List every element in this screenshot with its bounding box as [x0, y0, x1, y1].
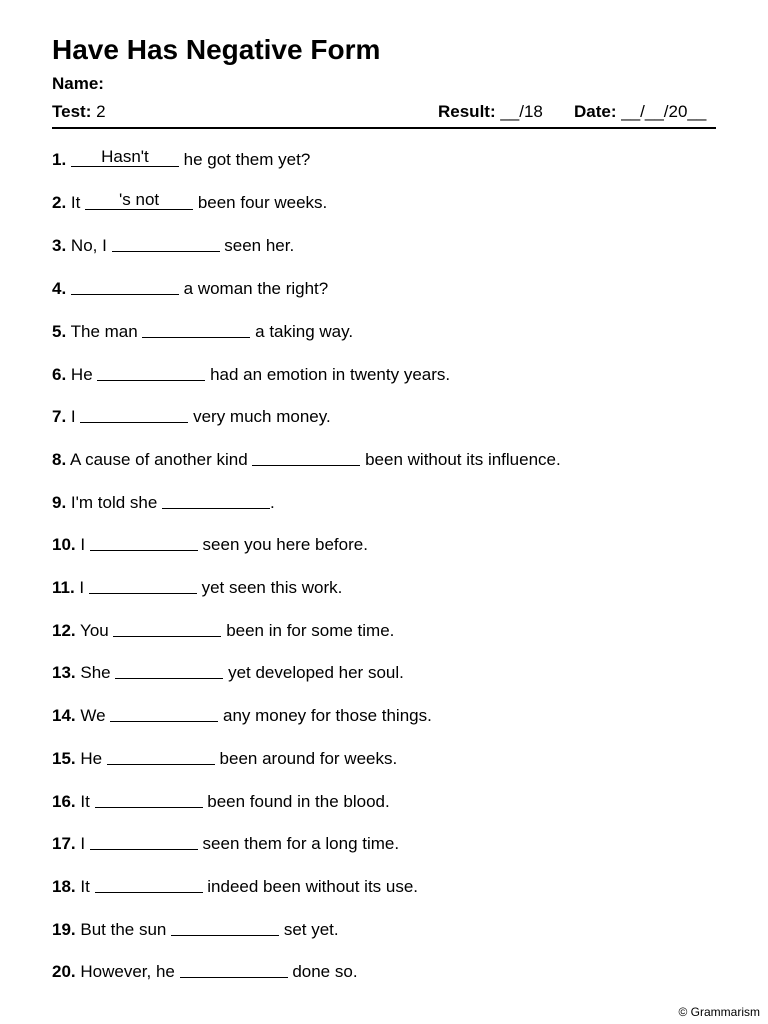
copyright-footer: © Grammarism	[678, 1005, 760, 1019]
question-item	[52, 189, 328, 214]
date-info	[574, 101, 706, 123]
test-info	[52, 101, 106, 123]
question-text-before: A cause of another kind	[66, 449, 253, 469]
answer-text: 's not	[119, 189, 160, 209]
question-number: 20.	[52, 962, 76, 982]
question-number: 12.	[52, 620, 76, 640]
question-number: 16.	[52, 791, 76, 811]
question-text-after: he got them yet?	[178, 150, 311, 169]
answer-blank[interactable]	[80, 406, 188, 423]
answer-blank[interactable]	[252, 449, 360, 466]
answer-blank[interactable]	[110, 705, 218, 722]
question-item	[52, 747, 397, 770]
page-title: Have Has Negative Form	[52, 34, 381, 65]
question-number: 8.	[52, 449, 67, 469]
date-label: Date:	[574, 102, 617, 121]
answer-blank[interactable]	[85, 189, 193, 210]
answer-blank[interactable]	[95, 876, 203, 893]
question-text-before: It	[66, 192, 86, 212]
question-item	[52, 533, 368, 556]
question-number: 1.	[52, 150, 67, 169]
question-item	[52, 875, 418, 898]
question-text-before: We	[75, 706, 111, 726]
question-item	[52, 576, 342, 599]
answer-blank[interactable]	[113, 620, 221, 637]
answer-blank[interactable]	[162, 492, 270, 509]
question-item	[52, 619, 394, 642]
question-number: 5.	[52, 321, 67, 341]
answer-blank[interactable]	[90, 534, 198, 551]
answer-blank[interactable]	[171, 919, 279, 936]
question-text-before: However, he	[75, 962, 180, 982]
question-number: 6.	[52, 364, 67, 384]
question-text-after: seen you here before.	[197, 535, 368, 555]
question-item	[52, 704, 432, 727]
question-number: 7.	[52, 407, 67, 427]
question-text-after: had an emotion in twenty years.	[205, 364, 451, 384]
question-text-before: He	[75, 748, 107, 768]
question-text-after: a taking way.	[250, 321, 354, 341]
question-text-after: been found in the blood.	[202, 791, 390, 811]
test-label: Test:	[52, 102, 92, 121]
question-text-before: But the sun	[75, 919, 172, 939]
question-text-after: yet developed her soul.	[223, 663, 404, 683]
question-text-before: It	[75, 876, 95, 896]
question-text-after: yet seen this work.	[196, 578, 343, 597]
answer-blank[interactable]	[97, 364, 205, 381]
question-number: 2.	[52, 192, 67, 212]
question-text-before: The man	[66, 321, 143, 341]
answer-blank[interactable]	[89, 577, 197, 594]
date-value: __/__/20__	[616, 102, 707, 121]
question-number: 18.	[52, 876, 76, 896]
question-number: 14.	[52, 706, 76, 726]
question-text-after: a woman the right?	[178, 279, 329, 299]
question-text-before: She	[75, 663, 116, 683]
test-value: 2	[91, 102, 106, 121]
question-text-before: I	[66, 407, 81, 427]
question-text-after: seen them for a long time.	[197, 834, 400, 854]
question-number: 10.	[52, 535, 76, 555]
question-text-before: I	[74, 578, 89, 597]
question-item	[52, 918, 339, 941]
answer-blank[interactable]	[112, 235, 220, 252]
answer-blank[interactable]	[142, 321, 250, 338]
question-text-after: been four weeks.	[193, 192, 328, 212]
question-text-before: I	[75, 834, 90, 854]
question-text-before: He	[66, 364, 98, 384]
question-text-after: been around for weeks.	[214, 748, 398, 768]
answer-blank[interactable]	[71, 278, 179, 295]
question-text-after: set yet.	[279, 919, 339, 939]
question-item	[52, 363, 450, 386]
question-number: 11.	[52, 578, 75, 597]
question-text-after: any money for those things.	[218, 706, 432, 726]
question-item	[52, 491, 275, 514]
question-item	[52, 790, 390, 813]
question-item	[52, 320, 353, 343]
question-text-after: been without its influence.	[360, 449, 561, 469]
question-number: 17.	[52, 834, 76, 854]
question-text-after: .	[270, 492, 275, 512]
question-item	[52, 960, 358, 983]
question-item	[52, 661, 404, 684]
meta-row	[52, 101, 716, 123]
question-text-before: No, I	[66, 236, 112, 256]
question-number: 9.	[52, 492, 67, 512]
question-text-before: I	[75, 535, 90, 555]
name-label: Name:	[52, 74, 104, 93]
question-text-before: You	[75, 620, 114, 640]
question-number: 13.	[52, 663, 76, 683]
result-label: Result:	[438, 102, 496, 121]
answer-blank[interactable]	[180, 961, 288, 978]
header-divider	[52, 127, 716, 129]
question-item	[52, 277, 328, 300]
answer-blank[interactable]	[71, 147, 179, 167]
question-text-after: done so.	[287, 962, 358, 982]
answer-blank[interactable]	[115, 662, 223, 679]
question-number: 19.	[52, 919, 76, 939]
answer-blank[interactable]	[95, 791, 203, 808]
question-number: 15.	[52, 748, 76, 768]
question-text-after: very much money.	[188, 407, 331, 427]
answer-blank[interactable]	[107, 748, 215, 765]
question-text-after: been in for some time.	[221, 620, 395, 640]
result-value: __/18	[495, 102, 543, 121]
question-number: 3.	[52, 236, 67, 256]
question-item	[52, 149, 310, 171]
question-text-after: seen her.	[219, 236, 295, 256]
result-info	[438, 101, 543, 123]
answer-blank[interactable]	[90, 833, 198, 850]
question-item	[52, 234, 294, 257]
question-number: 4.	[52, 279, 67, 299]
question-item	[52, 448, 561, 471]
question-item	[52, 405, 331, 428]
question-text-after: indeed been without its use.	[202, 876, 419, 896]
answer-text: Hasn't	[101, 147, 149, 166]
question-item	[52, 832, 399, 855]
question-text-before: It	[75, 791, 95, 811]
question-text-before: I'm told she	[66, 492, 163, 512]
